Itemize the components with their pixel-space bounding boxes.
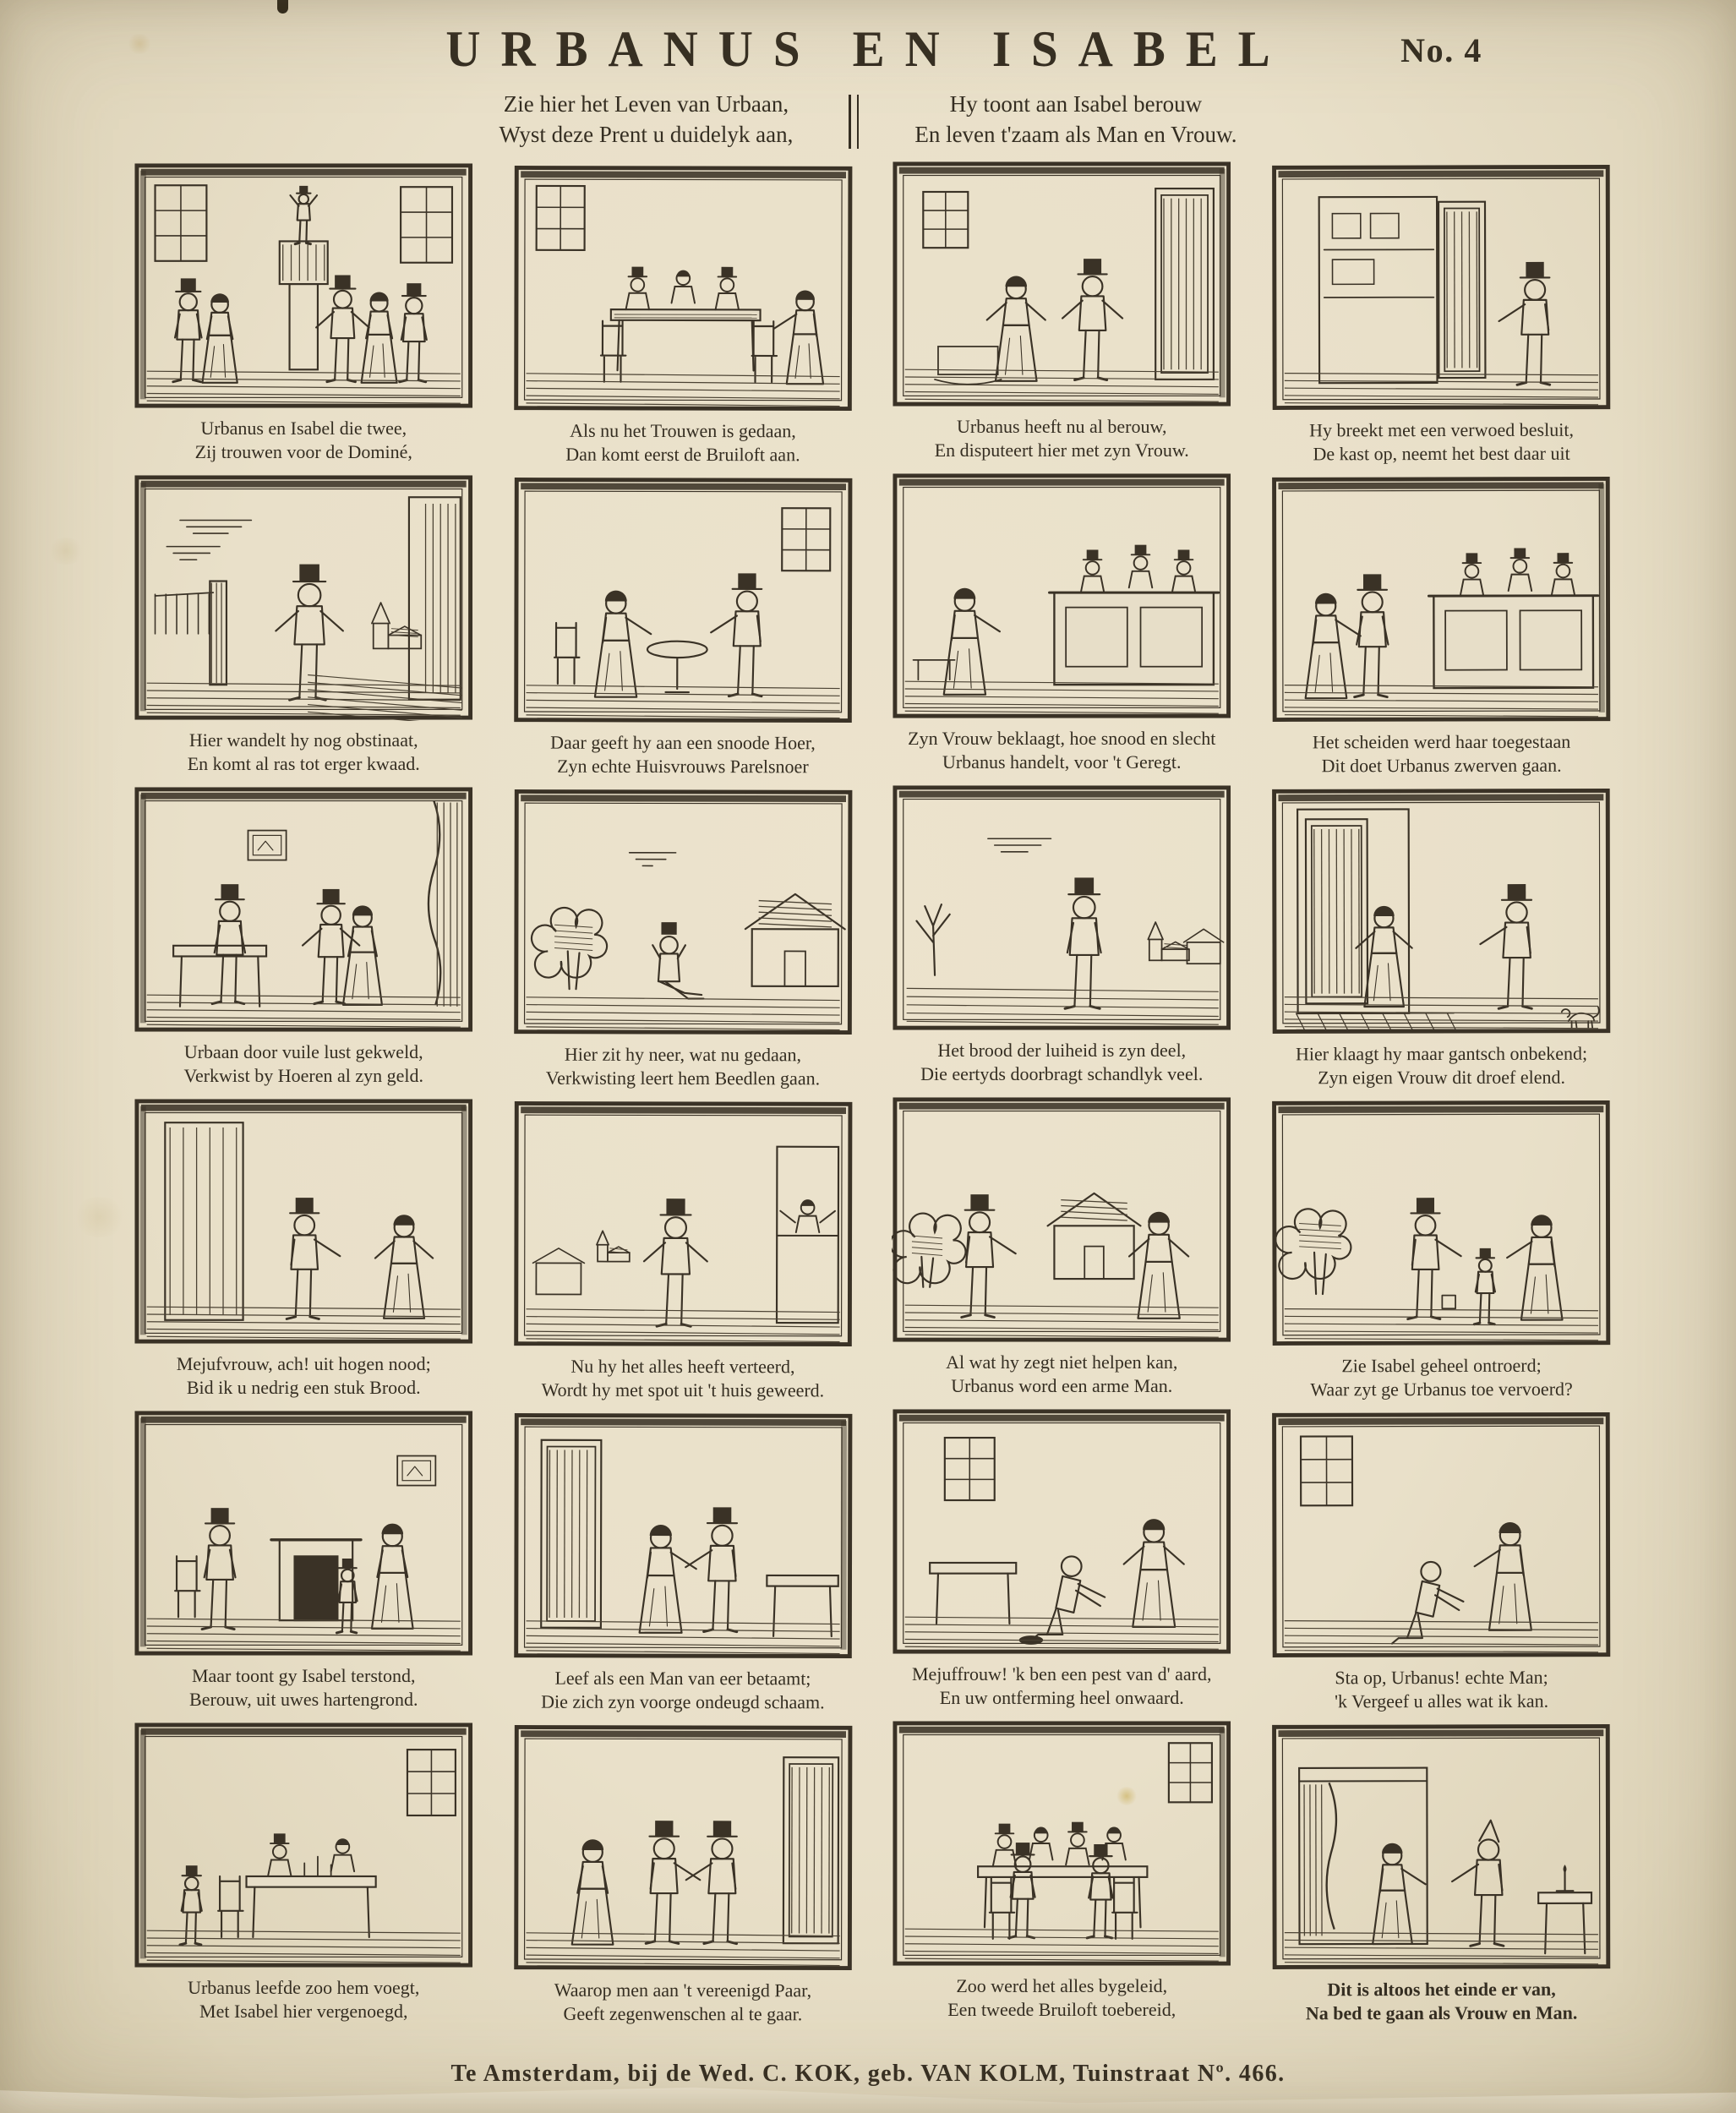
caption-line-1: Zoo werd het alles bygeleid,	[956, 1974, 1168, 1996]
caption-line-1: Zie Isabel geheel ontroerd;	[1340, 1354, 1542, 1377]
panel-illustration	[1270, 1723, 1611, 1970]
woodcut-illustration	[892, 161, 1232, 407]
panel-caption	[135, 729, 472, 776]
panel-caption	[1273, 1353, 1610, 1401]
panel-illustration	[1270, 163, 1611, 411]
panel-illustration	[892, 472, 1232, 719]
panel-illustration	[512, 476, 853, 723]
panel-illustration	[892, 1408, 1232, 1655]
panel-10	[512, 788, 853, 1090]
verse-divider	[849, 95, 859, 149]
caption-line-2: En uw ontferming heel onwaard.	[939, 1686, 1184, 1708]
woodcut-illustration	[1270, 163, 1611, 411]
caption-line-2: Berouw, uit uwes hartengrond.	[189, 1688, 418, 1710]
panel-caption	[893, 1974, 1231, 2022]
caption-line-2: Met Isabel hier vergenoegd,	[199, 2000, 408, 2022]
caption-line-1: Zyn Vrouw beklaagt, hoe snood en slecht	[908, 727, 1216, 749]
caption-line-1: Al wat hy zegt niet helpen kan,	[946, 1351, 1178, 1373]
panel-illustration	[892, 784, 1232, 1031]
woodcut-illustration	[892, 1720, 1232, 1967]
panel-20	[1270, 1411, 1611, 1713]
caption-line-1: Daar geeft hy aan een snoode Hoer,	[549, 731, 816, 754]
panel-caption	[135, 1352, 472, 1400]
panel-illustration	[512, 1100, 853, 1347]
woodcut-illustration	[1270, 787, 1611, 1035]
caption-line-1: Urbanus en Isabel die twee,	[200, 417, 407, 439]
panel-16	[1270, 1099, 1611, 1401]
page-title: URBANUS EN ISABEL	[445, 21, 1291, 78]
panel-caption	[514, 1354, 851, 1402]
intro-verse-right	[914, 90, 1236, 150]
intro-verses	[0, 90, 1736, 150]
caption-line-2: Urbanus word een arme Man.	[951, 1374, 1173, 1396]
panel-6	[512, 476, 853, 778]
panel-illustration	[134, 162, 474, 409]
woodcut-illustration	[1270, 1723, 1611, 1970]
verse-line: Zie hier het Leven van Urbaan,	[503, 91, 789, 117]
panel-illustration	[134, 1098, 474, 1345]
panel-11	[892, 784, 1232, 1086]
caption-line-1: Het brood der luiheid is zyn deel,	[937, 1039, 1187, 1061]
woodcut-illustration	[134, 1410, 474, 1657]
woodcut-illustration	[892, 1408, 1232, 1655]
panel-4	[1270, 163, 1611, 466]
panel-caption	[893, 727, 1231, 774]
woodcut-illustration	[512, 476, 853, 723]
caption-line-1: Mejufvrouw, ach! uit hogen nood;	[176, 1352, 431, 1374]
panel-illustration	[512, 1723, 853, 1971]
panel-8	[1270, 475, 1611, 778]
caption-line-1: Urbanus leefde zoo hem voegt,	[188, 1976, 420, 1998]
caption-line-2: Zyn eigen Vrouw dit droef elend.	[1317, 1066, 1565, 1089]
caption-line-2: 'k Vergeef u alles wat ik kan.	[1334, 1690, 1548, 1712]
caption-line-2: Zyn echte Huisvrouws Parelsnoer	[556, 755, 809, 778]
panel-5	[134, 474, 474, 776]
panel-illustration	[134, 1410, 474, 1657]
caption-line-2: Die zich zyn voorge ondeugd schaam.	[540, 1690, 825, 1713]
woodcut-illustration	[512, 1411, 853, 1659]
woodcut-illustration	[134, 162, 474, 409]
panel-caption	[514, 1666, 851, 1714]
panel-illustration	[892, 1720, 1232, 1967]
caption-line-1: Waarop men aan 't vereenigd Paar,	[554, 1979, 811, 2001]
woodcut-illustration	[892, 784, 1232, 1031]
panel-caption	[1273, 729, 1610, 778]
caption-line-2: Verkwisting leert hem Beedlen gaan.	[545, 1067, 820, 1089]
panel-caption	[135, 1040, 472, 1088]
caption-line-2: Verkwist by Hoeren al zyn geld.	[183, 1064, 423, 1086]
woodcut-illustration	[134, 786, 474, 1033]
panel-illustration	[512, 1411, 853, 1659]
panel-illustration	[512, 164, 853, 412]
caption-line-2: Een tweede Bruiloft toebereid,	[947, 1998, 1176, 2020]
caption-line-2: Die eertyds doorbragt schandlyk veel.	[920, 1062, 1204, 1084]
woodcut-illustration	[512, 164, 853, 412]
caption-line-2: Urbanus handelt, voor 't Geregt.	[942, 751, 1182, 773]
panel-22	[512, 1723, 853, 2026]
caption-line-2: En komt al ras tot erger kwaad.	[187, 752, 420, 774]
plate-number: No. 4	[1400, 31, 1482, 69]
panel-17	[134, 1410, 474, 1712]
verse-line: Wyst deze Prent u duidelyk aan,	[499, 121, 794, 147]
panel-13	[134, 1098, 474, 1400]
panel-23	[892, 1720, 1232, 2022]
panel-caption	[135, 417, 472, 464]
panel-12	[1270, 787, 1611, 1089]
panel-caption	[1273, 1977, 1610, 2025]
panel-illustration	[1270, 1411, 1611, 1658]
caption-line-1: Nu hy het alles heeft verteerd,	[570, 1355, 795, 1378]
panel-caption	[514, 730, 851, 778]
verse-line: Hy toont aan Isabel berouw	[949, 91, 1203, 117]
panel-illustration	[134, 1722, 474, 1968]
panel-caption	[514, 1978, 851, 2026]
woodcut-illustration	[512, 788, 853, 1035]
caption-line-1: Urbaan door vuile lust gekweld,	[183, 1040, 423, 1062]
caption-line-2: De kast op, neemt het best daar uit	[1312, 442, 1570, 465]
caption-line-1: Mejuffrouw! 'k ben een pest van d' aard,	[911, 1663, 1212, 1684]
panel-caption	[893, 1039, 1231, 1086]
woodcut-illustration	[1270, 1099, 1611, 1346]
panel-caption	[514, 1042, 851, 1090]
title-row	[0, 22, 1736, 83]
panel-illustration	[512, 788, 853, 1035]
woodcut-illustration	[134, 474, 474, 721]
panel-illustration	[892, 1096, 1232, 1343]
panel-grid	[0, 150, 1736, 2034]
panel-illustration	[134, 786, 474, 1033]
panel-caption	[1273, 418, 1610, 466]
woodcut-illustration	[892, 472, 1232, 719]
caption-line-1: Dit is altoos het einde er van,	[1326, 1978, 1556, 2001]
caption-line-2: Geeft zegenwenschen al te gaar.	[562, 2002, 802, 2025]
caption-line-2: Dan komt eerst de Bruiloft aan.	[565, 443, 800, 466]
panel-caption	[893, 1351, 1231, 1398]
panel-18	[512, 1411, 853, 1714]
caption-line-1: Hier wandelt hy nog obstinaat,	[188, 729, 418, 751]
panel-illustration	[1270, 1099, 1611, 1346]
woodcut-illustration	[512, 1100, 853, 1347]
caption-line-1: Maar toont gy Isabel terstond,	[191, 1664, 416, 1686]
caption-line-2: Waar zyt ge Urbanus toe vervoerd?	[1309, 1378, 1573, 1400]
panel-illustration	[892, 161, 1232, 407]
panel-14	[512, 1100, 853, 1402]
imprint: Te Amsterdam, bij de Wed. C. KOK, geb. VAN KOLM, Tuinstraat Nº. 466.	[450, 2061, 1286, 2087]
woodcut-illustration	[1270, 1411, 1611, 1658]
caption-line-2: Wordt hy met spot uit 't huis geweerd.	[541, 1379, 824, 1401]
panel-7	[892, 472, 1232, 774]
caption-line-1: Hy breekt met een verwoed besluit,	[1308, 418, 1574, 441]
intro-verse-left	[500, 90, 794, 150]
caption-line-1: Sta op, Urbanus! echte Man;	[1334, 1666, 1548, 1689]
woodcut-illustration	[134, 1722, 474, 1968]
panel-caption	[135, 1976, 472, 2023]
caption-line-1: Urbanus heeft nu al berouw,	[957, 415, 1167, 437]
caption-line-2: En disputeert hier met zyn Vrouw.	[934, 439, 1189, 461]
panel-caption	[135, 1664, 472, 1712]
verse-line: En leven t'zaam als Man en Vrouw.	[914, 121, 1237, 147]
panel-caption	[1273, 1041, 1610, 1089]
caption-line-1: Het scheiden werd haar toegestaan	[1312, 730, 1570, 753]
panel-21	[134, 1722, 474, 2023]
woodcut-illustration	[1270, 475, 1611, 723]
panel-caption	[1273, 1665, 1610, 1713]
woodcut-illustration	[512, 1723, 853, 1971]
woodcut-illustration	[134, 1098, 474, 1345]
sheet-header	[0, 0, 1736, 150]
panel-caption	[893, 1663, 1231, 1710]
caption-line-2: Bid ik u nedrig een stuk Brood.	[186, 1376, 421, 1398]
panel-1	[134, 162, 474, 464]
panel-15	[892, 1096, 1232, 1398]
panel-9	[134, 786, 474, 1088]
caption-line-1: Hier zit hy neer, wat nu gedaan,	[564, 1043, 801, 1066]
caption-line-2: Zij trouwen voor de Dominé,	[194, 440, 412, 462]
panel-illustration	[1270, 787, 1611, 1035]
caption-line-1: Leef als een Man van eer betaamt;	[554, 1667, 811, 1690]
caption-line-2: Dit doet Urbanus zwerven gaan.	[1321, 754, 1562, 777]
panel-19	[892, 1408, 1232, 1710]
panel-24	[1270, 1723, 1611, 2025]
woodcut-illustration	[892, 1096, 1232, 1343]
caption-line-1: Hier klaagt hy maar gantsch onbekend;	[1295, 1042, 1587, 1065]
caption-line-2: Na bed te gaan als Vrouw en Man.	[1305, 2001, 1577, 2024]
panel-caption	[893, 415, 1231, 462]
panel-illustration	[1270, 475, 1611, 723]
panel-3	[892, 161, 1232, 462]
panel-caption	[514, 418, 851, 467]
panel-2	[512, 164, 853, 467]
caption-line-1: Als nu het Trouwen is gedaan,	[569, 419, 796, 442]
panel-illustration	[134, 474, 474, 721]
